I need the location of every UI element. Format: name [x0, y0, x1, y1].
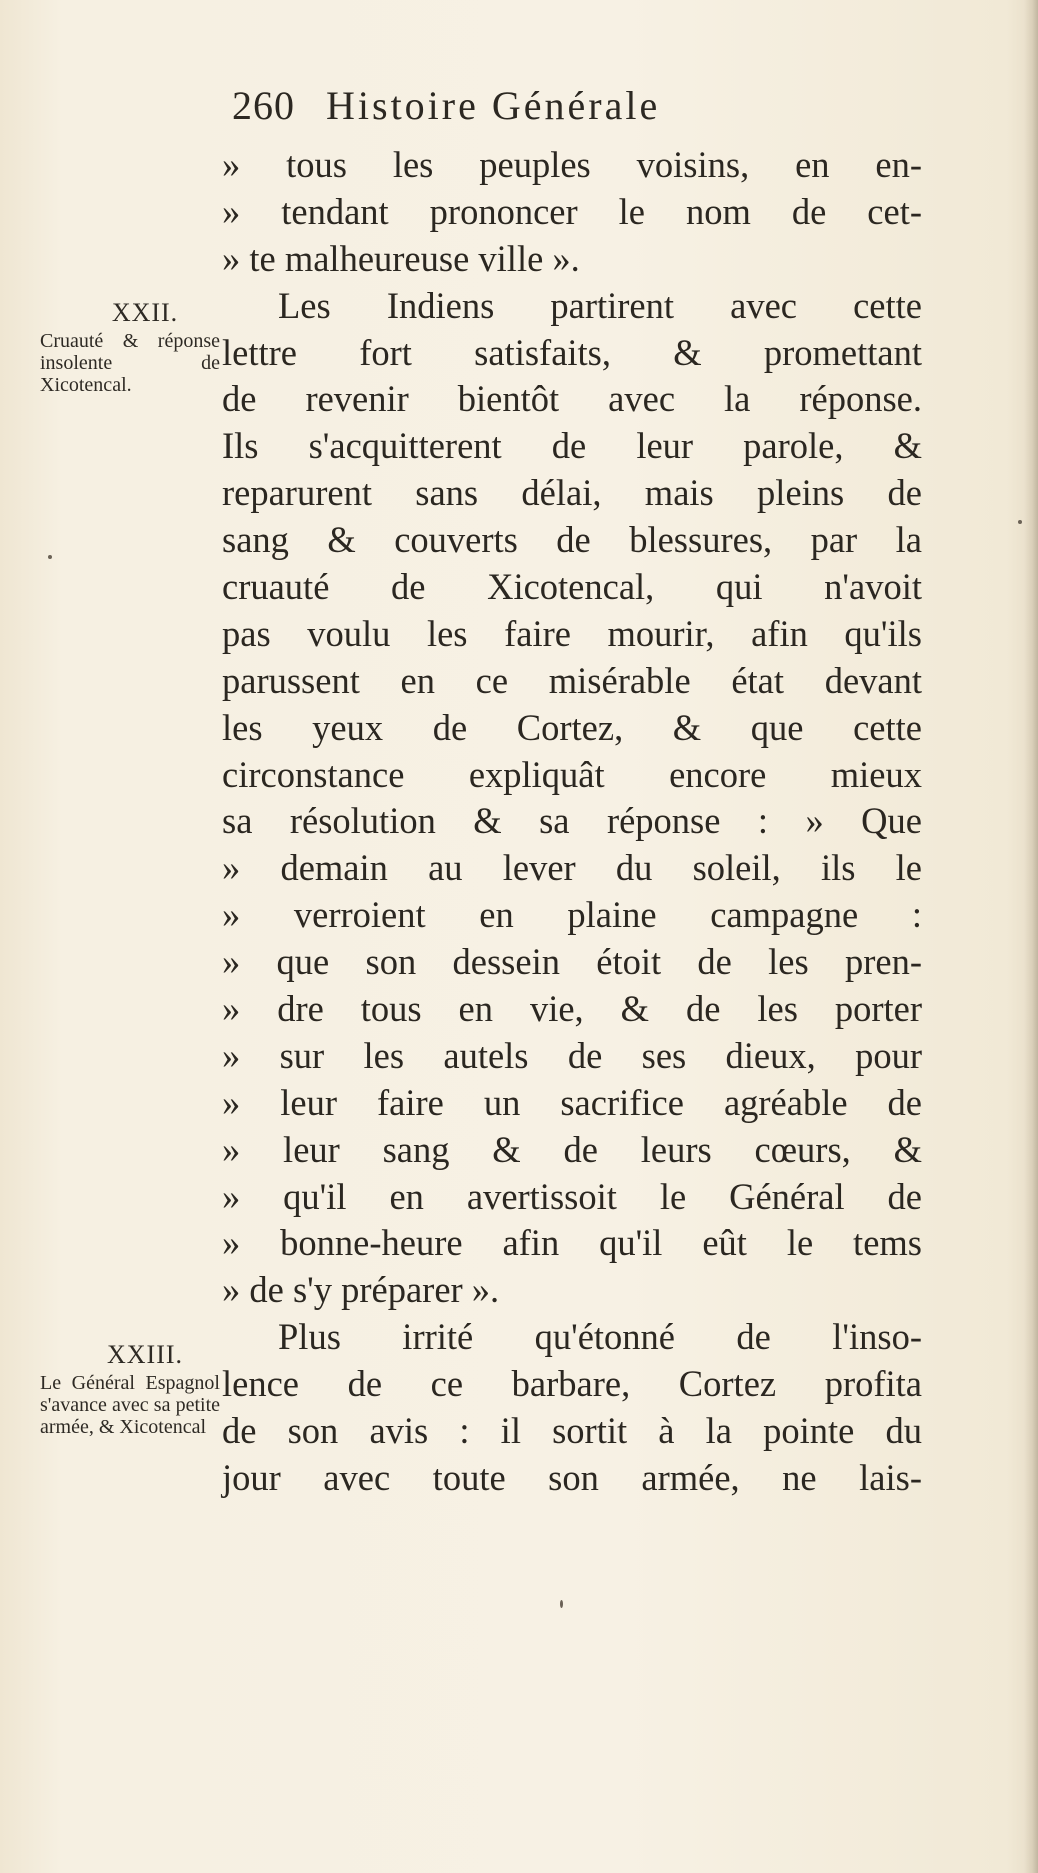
text-line: » qu'il en avertissoit le Général de [222, 1175, 922, 1217]
body-text [222, 142, 922, 1502]
text-line: circonstance expliquât encore mieux [222, 753, 922, 795]
text-line: » tendant prononcer le nom de cet- [222, 190, 922, 232]
text-line: de son avis : il sortit à la pointe du [222, 1410, 922, 1452]
paragraph-start-line: Plus irrité qu'étonné de l'inso- [278, 1316, 922, 1358]
text-line: » de s'y préparer ». [222, 1269, 500, 1311]
text-line: Ils s'acquitterent de leur parole, & [222, 425, 922, 467]
text-line: pas voulu les faire mourir, afin qu'ils [222, 612, 922, 654]
paper-speck [560, 1600, 563, 1608]
paper-speck [48, 555, 52, 559]
text-line: lence de ce barbare, Cortez profita [222, 1363, 922, 1405]
running-header [232, 82, 892, 129]
paper-speck [1018, 520, 1022, 524]
section-number: XXII. [111, 298, 179, 327]
margin-note-xxiii [40, 1340, 220, 1438]
text-line: cruauté de Xicotencal, qui n'avoit [222, 566, 922, 608]
margin-note-xxii [40, 298, 220, 396]
text-line: parussent en ce misérable état devant [222, 659, 922, 701]
text-line: sa résolution & sa réponse : » Que [222, 800, 922, 842]
text-line: » sur les autels de ses dieux, pour [222, 1034, 922, 1076]
text-line: de revenir bientôt avec la réponse. [222, 378, 922, 420]
text-line: sang & couverts de blessures, par la [222, 519, 922, 561]
paragraph-start-line: Les Indiens partirent avec cette [278, 284, 922, 326]
text-line: reparurent sans délai, mais pleins de [222, 472, 922, 514]
text-line: » te malheureuse ville ». [222, 237, 580, 279]
text-line: » dre tous en vie, & de les porter [222, 988, 922, 1030]
page-number: 260 [232, 83, 295, 128]
text-line: » bonne-heure afin qu'il eût le tems [222, 1222, 922, 1264]
running-title: Histoire Générale [326, 83, 661, 128]
page-edge-shadow [1024, 0, 1038, 1873]
text-line: les yeux de Cortez, & que cette [222, 706, 922, 748]
text-line: » leur sang & de leurs cœurs, & [222, 1128, 922, 1170]
margin-summary: Cruauté & réponse insolente de Xicotencal. [40, 330, 220, 396]
margin-summary: Le Général Espagnol s'avance avec sa petite armée, & Xicotencal [40, 1372, 220, 1438]
text-line: » demain au lever du soleil, ils le [222, 847, 922, 889]
section-number: XXIII. [106, 1340, 184, 1369]
text-line: » leur faire un sacrifice agréable de [222, 1081, 922, 1123]
text-line: jour avec toute son armée, ne lais- [222, 1456, 922, 1498]
text-line: » tous les peuples voisins, en en- [222, 144, 922, 185]
text-line: » verroient en plaine campagne : [222, 894, 922, 936]
text-line: lettre fort satisfaits, & promettant [222, 331, 922, 373]
text-line: » que son dessein étoit de les pren- [222, 941, 922, 983]
